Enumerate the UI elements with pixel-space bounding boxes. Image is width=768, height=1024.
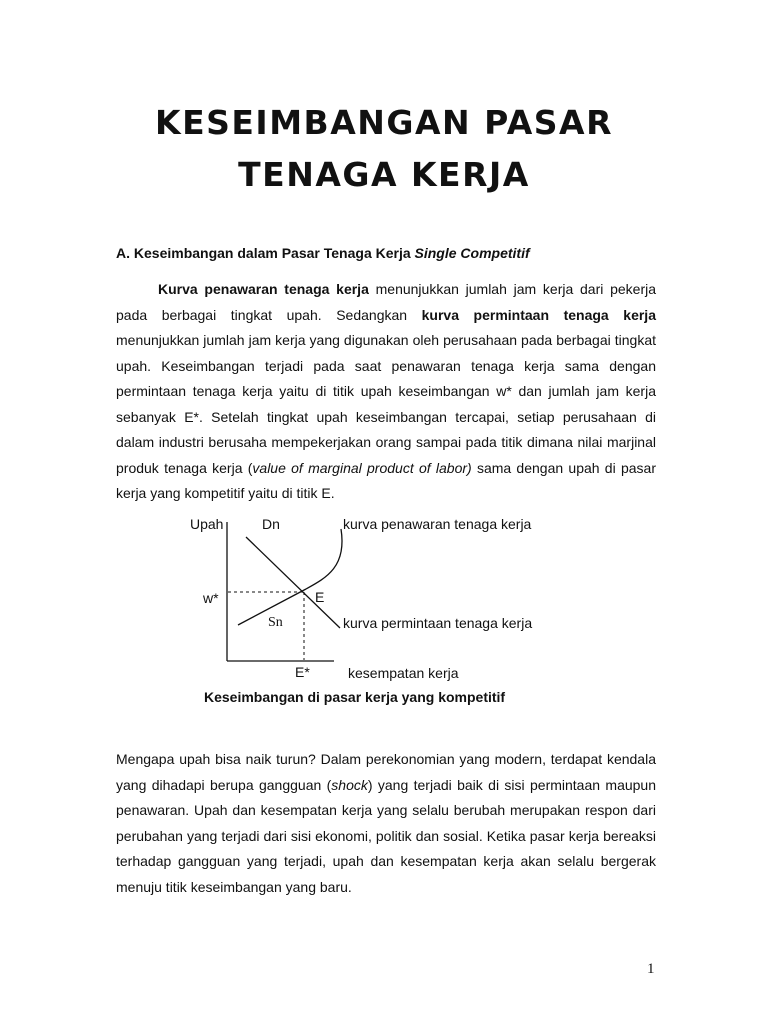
text-run: kurva permintaan tenaga kerja [421,306,656,323]
title-line-2: TENAGA KERJA [238,155,530,194]
text-run: shock [331,776,368,793]
demand-curve-description: kurva permintaan tenaga kerja [343,615,533,631]
page-number: 1 [647,961,655,977]
text-run: Kurva penawaran tenaga kerja [158,281,369,297]
supply-label: Sn [268,615,283,630]
text-run: ) yang terjadi baik di sisi permintaan maupun penawaran. Upah dan kesempatan kerja yang selalu berubah merupakan respon dari perubahan yang terjadi dari sisi ekonomi, politik dan sosial. Ketika pasar kerja bereaksi terhadap gangguan yang terjadi, upah dan kesempatan kerja akan selalu bergerak menuju titik keseimbangan yang baru. [116,776,656,895]
title-line-1: KESEIMBANGAN PASAR [155,103,613,142]
text-run: Mengapa upah bisa naik turun? Dalam perekonomian yang modern, terdapat kendala yang dihadapi berupa gangguan ( [116,751,656,793]
text-run: menunjukkan jumlah jam kerja yang digunakan oleh perusahaan pada berbagai tingkat upah. Keseimbangan terjadi pada saat penawaran tenaga kerja sama dengan permintaan tenaga kerja yaitu di titik upah keseimbangan w* dan jumlah jam kerja sebanyak E*. Setelah tingkat upah keseimbangan tercapai, setiap perusahaan di dalam industri berusaha mempekerjakan orang sampai pada titik dimana nilai marjinal produk tenaga kerja ( [116,332,656,476]
demand-label: Dn [262,516,280,532]
paragraph-2 [116,747,656,900]
y-axis-label: Upah [190,516,224,532]
diagram-caption: Keseimbangan di pasar kerja yang kompetitif [204,689,506,705]
paragraph-2-text [116,751,656,895]
text-run: sama dengan upah di pasar kerja yang kompetitif yaitu di titik E. [116,459,656,501]
section-heading-italic: Single Competitif [414,245,530,261]
employment-label: E* [295,664,310,680]
wage-label: w* [203,590,219,606]
text-run: menunjukkan jumlah jam kerja dari pekerja pada berbagai tingkat upah. Sedangkan [116,281,656,323]
demand-curve [246,537,340,628]
supply-curve-description: kurva penawaran tenaga kerja [343,516,532,532]
x-axis-label: kesempatan kerja [348,665,459,681]
section-heading-text: A. Keseimbangan dalam Pasar Tenaga Kerja [116,245,415,261]
supply-curve-upper [306,529,342,589]
equilibrium-label: E [315,589,325,605]
text-run: value of marginal product of labor) [252,459,472,476]
